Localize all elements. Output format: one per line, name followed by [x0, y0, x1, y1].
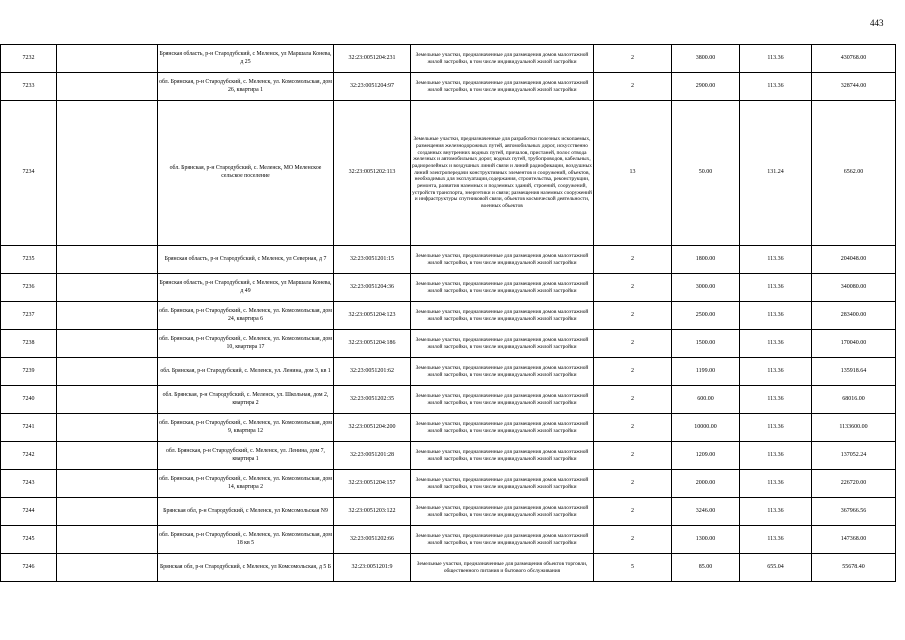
area-cell: 3246.00 [672, 498, 740, 526]
page-number: 443 [870, 18, 884, 28]
table-row [1, 274, 896, 302]
rate-cell: 113.36 [740, 498, 812, 526]
empty-cell [57, 73, 158, 101]
empty-cell [57, 470, 158, 498]
row-number: 7242 [1, 442, 57, 470]
group-code: 2 [594, 302, 672, 330]
cadastral-value-cell: 170040.00 [812, 330, 896, 358]
area-cell: 3800.00 [672, 45, 740, 73]
rate-cell: 113.36 [740, 442, 812, 470]
cadastral-number: 32:23:0051201:28 [334, 442, 411, 470]
area-cell: 10000.00 [672, 414, 740, 442]
land-use-cell: Земельные участки, предназначенные для размещения домов малоэтажной жилой застройки, в том числе индивидуальной жилой застройки [411, 386, 594, 414]
table-row [1, 526, 896, 554]
land-use-cell: Земельные участки, предназначенные для размещения объектов торговли, общественного питания и бытового обслуживания [411, 554, 594, 582]
group-code: 13 [594, 101, 672, 246]
rate-cell: 113.36 [740, 73, 812, 101]
address-cell: обл. Брянская, р-н Стародубский, с. Меленск, ул. Комсомольская, дом 10, квартира 17 [158, 330, 334, 358]
row-number: 7237 [1, 302, 57, 330]
cadastral-number: 32:23:0051202:35 [334, 386, 411, 414]
row-number: 7241 [1, 414, 57, 442]
row-number: 7243 [1, 470, 57, 498]
rate-cell: 113.36 [740, 526, 812, 554]
cadastral-value-cell: 135918.64 [812, 358, 896, 386]
group-code: 2 [594, 498, 672, 526]
cadastral-number: 32:23:0051202:113 [334, 101, 411, 246]
empty-cell [57, 526, 158, 554]
cadastral-value-cell: 328744.00 [812, 73, 896, 101]
row-number: 7246 [1, 554, 57, 582]
cadastral-value-cell: 204048.00 [812, 246, 896, 274]
table-row [1, 414, 896, 442]
cadastral-value-cell: 137052.24 [812, 442, 896, 470]
row-number: 7232 [1, 45, 57, 73]
land-use-cell: Земельные участки, предназначенные для размещения домов малоэтажной жилой застройки, в том числе индивидуальной жилой застройки [411, 358, 594, 386]
address-cell: обл. Брянская, р-н Стародубский, с. Меленск, ул. Ленина, дом 7, квартира 1 [158, 442, 334, 470]
land-use-cell: Земельные участки, предназначенные для размещения домов малоэтажной жилой застройки, в том числе индивидуальной жилой застройки [411, 442, 594, 470]
rate-cell: 113.36 [740, 45, 812, 73]
group-code: 2 [594, 73, 672, 101]
rate-cell: 113.36 [740, 274, 812, 302]
land-use-cell: Земельные участки, предназначенные для размещения домов малоэтажной жилой застройки, в том числе индивидуальной жилой застройки [411, 274, 594, 302]
empty-cell [57, 442, 158, 470]
table-row [1, 554, 896, 582]
table-row [1, 330, 896, 358]
cadastral-number: 32:23:0051201:9 [334, 554, 411, 582]
rate-cell: 113.36 [740, 246, 812, 274]
row-number: 7245 [1, 526, 57, 554]
group-code: 2 [594, 45, 672, 73]
table-row [1, 101, 896, 246]
area-cell: 1800.00 [672, 246, 740, 274]
cadastral-number: 32:23:0051201:15 [334, 246, 411, 274]
cadastral-number: 32:23:0051202:66 [334, 526, 411, 554]
rate-cell: 113.36 [740, 470, 812, 498]
row-number: 7234 [1, 101, 57, 246]
rate-cell: 113.36 [740, 302, 812, 330]
row-number: 7236 [1, 274, 57, 302]
area-cell: 3000.00 [672, 274, 740, 302]
cadastral-value-cell: 367966.56 [812, 498, 896, 526]
empty-cell [57, 554, 158, 582]
land-use-cell: Земельные участки, предназначенные для размещения домов малоэтажной жилой застройки, в том числе индивидуальной жилой застройки [411, 73, 594, 101]
land-use-cell: Земельные участки, предназначенные для размещения домов малоэтажной жилой застройки, в том числе индивидуальной жилой застройки [411, 45, 594, 73]
cadastral-number: 32:23:0051204:157 [334, 470, 411, 498]
address-cell: обл. Брянская, р-н Стародубский, с. Меленск, ул. Комсомольская, дом 9, квартира 12 [158, 414, 334, 442]
empty-cell [57, 386, 158, 414]
address-cell: Брянская область, р-н Стародубский, с Меленск, ул Маршала Конева, д 25 [158, 45, 334, 73]
empty-cell [57, 246, 158, 274]
row-number: 7238 [1, 330, 57, 358]
row-number: 7240 [1, 386, 57, 414]
row-number: 7244 [1, 498, 57, 526]
row-number: 7239 [1, 358, 57, 386]
cadastral-value-cell: 340080.00 [812, 274, 896, 302]
rate-cell: 655.04 [740, 554, 812, 582]
group-code: 2 [594, 274, 672, 302]
area-cell: 50.00 [672, 101, 740, 246]
rate-cell: 113.36 [740, 414, 812, 442]
group-code: 5 [594, 554, 672, 582]
group-code: 2 [594, 526, 672, 554]
area-cell: 1300.00 [672, 526, 740, 554]
cadastral-value-cell: 283400.00 [812, 302, 896, 330]
empty-cell [57, 101, 158, 246]
area-cell: 2900.00 [672, 73, 740, 101]
land-use-cell: Земельные участки, предназначенные для размещения домов малоэтажной жилой застройки, в том числе индивидуальной жилой застройки [411, 330, 594, 358]
table-row [1, 498, 896, 526]
empty-cell [57, 414, 158, 442]
rate-cell: 131.24 [740, 101, 812, 246]
area-cell: 1500.00 [672, 330, 740, 358]
table-row [1, 302, 896, 330]
address-cell: обл. Брянская, р-н Стародубский, с. Меленск, ул. Комсомольская, дом 24, квартира 6 [158, 302, 334, 330]
empty-cell [57, 498, 158, 526]
group-code: 2 [594, 470, 672, 498]
table-row [1, 73, 896, 101]
address-cell: Брянская область, р-н Стародубский, с Меленск, ул Северная, д 7 [158, 246, 334, 274]
rate-cell: 113.36 [740, 358, 812, 386]
table-row [1, 358, 896, 386]
address-cell: обл. Брянская, р-н Стародубский, с. Меленск, ул. Школьная, дом 2, квартира 2 [158, 386, 334, 414]
area-cell: 2000.00 [672, 470, 740, 498]
cadastral-number: 32:23:0051204:231 [334, 45, 411, 73]
rate-cell: 113.36 [740, 386, 812, 414]
cadastral-value-cell: 6562.00 [812, 101, 896, 246]
cadastral-number: 32:23:0051201:62 [334, 358, 411, 386]
land-use-cell: Земельные участки, предназначенные для размещения домов малоэтажной жилой застройки, в том числе индивидуальной жилой застройки [411, 470, 594, 498]
row-number: 7235 [1, 246, 57, 274]
address-cell: обл. Брянская, р-н Стародубский, с. Меленск, ул. Комсомольская, дом 14, квартира 2 [158, 470, 334, 498]
cadastral-number: 32:23:0051204:200 [334, 414, 411, 442]
address-cell: Брянская область, р-н Стародубский, с Меленск, ул Маршала Конева, д 49 [158, 274, 334, 302]
cadastral-value-cell: 1133600.00 [812, 414, 896, 442]
land-use-cell: Земельные участки, предназначенные для разработки полезных ископаемых, размещения железнодорожных путей, автомобильных дорог, искусственно созданных внутренних водных путей, причалов, пристаней, полос отвода железных и автомобильных дорог, водных путей, трубопроводов, кабельных, радиорелейных и воздушных линий связи и линий радиофикации, воздушных линий электропередачи конструктивных элементов и сооружений, объектов, необходимых для эксплуатации,содержания, строительства, реконструкции, ремонта, развития наземных и подземных зданий, строений, сооружений, устройств транспорта, энергетики и связи; размещения наземных сооружений и инфраструктуры спутниковой связи, объектов космической деятельности, военных объектов [411, 101, 594, 246]
area-cell: 2500.00 [672, 302, 740, 330]
area-cell: 1209.00 [672, 442, 740, 470]
area-cell: 600.00 [672, 386, 740, 414]
group-code: 2 [594, 386, 672, 414]
cadastral-value-cell: 430768.00 [812, 45, 896, 73]
table-row [1, 45, 896, 73]
address-cell: Брянская обл, р-н Стародубский, с Меленск, ул Комсомольская, д 5 Б [158, 554, 334, 582]
table-row [1, 470, 896, 498]
address-cell: обл. Брянская, р-н Стародубский, с. Меленск, МО Меленское сельское поселение [158, 101, 334, 246]
group-code: 2 [594, 246, 672, 274]
table-row [1, 442, 896, 470]
land-use-cell: Земельные участки, предназначенные для размещения домов малоэтажной жилой застройки, в том числе индивидуальной жилой застройки [411, 498, 594, 526]
group-code: 2 [594, 358, 672, 386]
group-code: 2 [594, 414, 672, 442]
address-cell: Брянская обл, р-н Стародубский, с Меленск, ул Комсомольская N9 [158, 498, 334, 526]
address-cell: обл. Брянская, р-н Стародубский, с. Меленск, ул. Ленина, дом 3, кв 1 [158, 358, 334, 386]
address-cell: обл. Брянская, р-н Стародубский, с. Меленск, ул. Комсомольская, дом 26, квартира 1 [158, 73, 334, 101]
area-cell: 85.00 [672, 554, 740, 582]
land-use-cell: Земельные участки, предназначенные для размещения домов малоэтажной жилой застройки, в том числе индивидуальной жилой застройки [411, 414, 594, 442]
cadastral-number: 32:23:0051204:97 [334, 73, 411, 101]
empty-cell [57, 45, 158, 73]
cadastral-value-cell: 147368.00 [812, 526, 896, 554]
empty-cell [57, 330, 158, 358]
area-cell: 1199.00 [672, 358, 740, 386]
land-use-cell: Земельные участки, предназначенные для размещения домов малоэтажной жилой застройки, в том числе индивидуальной жилой застройки [411, 246, 594, 274]
address-cell: обл. Брянская, р-н Стародубский, с. Меленск, ул. Комсомольская, дом 18 кв 5 [158, 526, 334, 554]
rate-cell: 113.36 [740, 330, 812, 358]
cadastral-value-table [0, 44, 896, 582]
empty-cell [57, 274, 158, 302]
group-code: 2 [594, 442, 672, 470]
empty-cell [57, 302, 158, 330]
cadastral-value-cell: 226720.00 [812, 470, 896, 498]
cadastral-number: 32:23:0051204:36 [334, 274, 411, 302]
table-row [1, 246, 896, 274]
cadastral-value-cell: 68016.00 [812, 386, 896, 414]
land-use-cell: Земельные участки, предназначенные для размещения домов малоэтажной жилой застройки, в том числе индивидуальной жилой застройки [411, 526, 594, 554]
land-use-cell: Земельные участки, предназначенные для размещения домов малоэтажной жилой застройки, в том числе индивидуальной жилой застройки [411, 302, 594, 330]
group-code: 2 [594, 330, 672, 358]
empty-cell [57, 358, 158, 386]
cadastral-number: 32:23:0051204:186 [334, 330, 411, 358]
row-number: 7233 [1, 73, 57, 101]
cadastral-number: 32:23:0051204:123 [334, 302, 411, 330]
table-row [1, 386, 896, 414]
cadastral-number: 32:23:0051203:122 [334, 498, 411, 526]
cadastral-value-cell: 55678.40 [812, 554, 896, 582]
